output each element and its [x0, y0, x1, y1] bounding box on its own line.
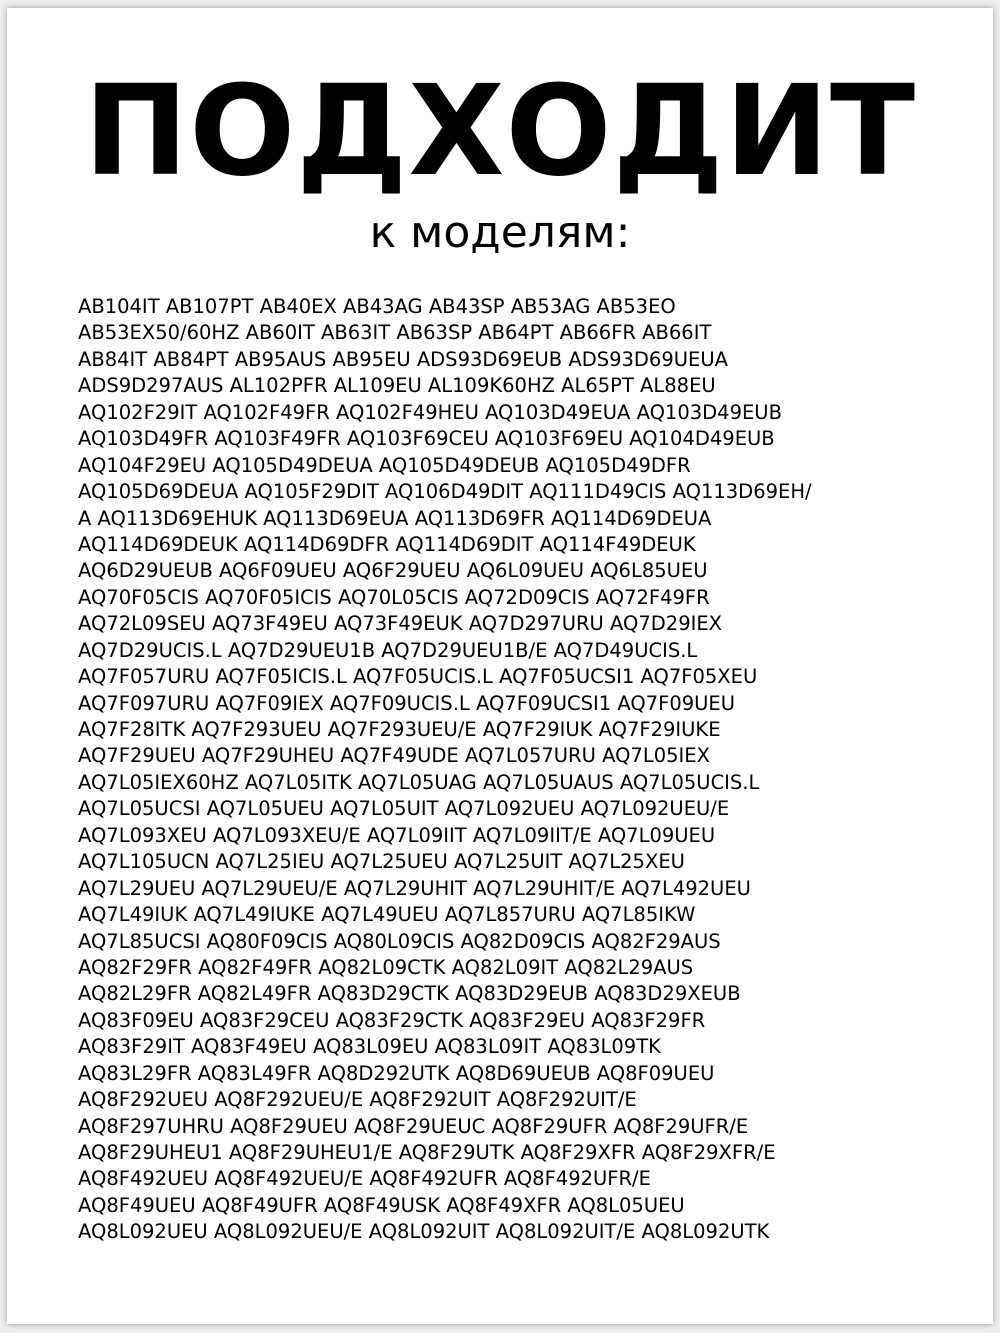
- model-list-line: AQ7L05UCSI AQ7L05UEU AQ7L05UIT AQ7L092UEU AQ7L092UEU/E: [78, 797, 730, 821]
- model-list-line: AQ7L29UEU AQ7L29UEU/E AQ7L29UHIT AQ7L29UHIT/E AQ7L492UEU: [78, 876, 751, 900]
- model-list-line: AQ8L092UEU AQ8L092UEU/E AQ8L092UIT AQ8L092UIT/E AQ8L092UTK: [78, 1220, 770, 1244]
- model-list-line: AQ7F29UEU AQ7F29UHEU AQ7F49UDE AQ7L057URU AQ7L05IEX: [78, 744, 710, 768]
- model-list-line: AQ104F29EU AQ105D49DEUA AQ105D49DEUB AQ105D49DFR: [78, 453, 691, 477]
- model-list-line: AQ105D69DEUA AQ105F29DIT AQ106D49DIT AQ111D49CIS AQ113D69EH/: [78, 480, 812, 504]
- model-list-line: AQ8F29UHEU1 AQ8F29UHEU1/E AQ8F29UTK AQ8F29XFR AQ8F29XFR/E: [78, 1141, 776, 1164]
- model-list-line: AQ103D49FR AQ103F49FR AQ103F69CEU AQ103F69EU AQ104D49EUB: [78, 427, 775, 451]
- model-list-line: AQ72L09SEU AQ73F49EU AQ73F49EUK AQ7D297URU AQ7D29IEX: [78, 612, 723, 636]
- model-list-line: AB53EX50/60HZ AB60IT AB63IT AB63SP AB64PT AB66FR AB66IT: [78, 321, 712, 345]
- model-list-line: AQ8F492UEU AQ8F492UEU/E AQ8F492UFR AQ8F492UFR/E: [78, 1167, 651, 1191]
- model-list-line: A AQ113D69EHUK AQ113D69EUA AQ113D69FR AQ114D69DEUA: [78, 506, 712, 530]
- model-list-line: AQ7F057URU AQ7F05ICIS.L AQ7F05UCIS.L AQ7F05UCSI1 AQ7F05XEU: [78, 665, 758, 689]
- model-list-line: ADS9D297AUS AL102PFR AL109EU AL109K60HZ AL65PT AL88EU: [78, 374, 716, 398]
- model-list-line: AQ8F297UHRU AQ8F29UEU AQ8F29UEUC AQ8F29UFR AQ8F29UFR/E: [78, 1114, 749, 1138]
- model-list-line: AQ83L29FR AQ83L49FR AQ8D292UTK AQ8D69UEUB AQ8F09UEU: [78, 1061, 715, 1085]
- model-list-line: AQ83F29IT AQ83F49EU AQ83L09EU AQ83L09IT AQ83L09TK: [78, 1035, 661, 1059]
- model-list-line: AQ7L85UCSI AQ80F09CIS AQ80L09CIS AQ82D09CIS AQ82F29AUS: [78, 929, 721, 953]
- model-list-line: AQ7L05IEX60HZ AQ7L05ITK AQ7L05UAG AQ7L05UAUS AQ7L05UCIS.L: [78, 770, 760, 794]
- page-title: ПОДХОДИТ: [83, 59, 917, 204]
- model-list-line: AQ8F49UEU AQ8F49UFR AQ8F49USK AQ8F49XFR AQ8L05UEU: [78, 1193, 685, 1217]
- model-list-line: AQ114D69DEUK AQ114D69DFR AQ114D69DIT AQ114F49DEUK: [78, 532, 696, 556]
- model-list-line: AQ82F29FR AQ82F49FR AQ82L09CTK AQ82L09IT AQ82L29AUS: [78, 955, 694, 979]
- model-list-line: AB104IT AB107PT AB40EX AB43AG AB43SP AB53AG AB53EO: [78, 295, 676, 318]
- model-list-line: AQ83F09EU AQ83F29CEU AQ83F29CTK AQ83F29EU AQ83F29FR: [78, 1008, 706, 1032]
- model-list-line: AQ7D29UCIS.L AQ7D29UEU1B AQ7D29UEU1B/E AQ7D49UCIS.L: [78, 638, 698, 662]
- model-list-line: AQ6D29UEUB AQ6F09UEU AQ6F29UEU AQ6L09UEU AQ6L85UEU: [78, 559, 708, 583]
- model-list-line: AQ8F292UEU AQ8F292UEU/E AQ8F292UIT AQ8F292UIT/E: [78, 1088, 637, 1112]
- compatible-models-list: [78, 294, 958, 1246]
- model-list-line: AQ7F097URU AQ7F09IEX AQ7F09UCIS.L AQ7F09UCSI1 AQ7F09UEU: [78, 691, 736, 715]
- model-list-line: AQ7F28ITK AQ7F293UEU AQ7F293UEU/E AQ7F29IUK AQ7F29IUKE: [78, 718, 721, 741]
- model-list-line: AQ7L49IUK AQ7L49IUKE AQ7L49UEU AQ7L857URU AQ7L85IKW: [78, 903, 696, 927]
- model-list-line: AQ70F05CIS AQ70F05ICIS AQ70L05CIS AQ72D09CIS AQ72F49FR: [78, 585, 710, 609]
- page-subtitle: к моделям:: [369, 207, 631, 258]
- model-list-line: AB84IT AB84PT AB95AUS AB95EU ADS93D69EUB ADS93D69UEUA: [78, 347, 728, 371]
- model-list-line: AQ7L105UCN AQ7L25IEU AQ7L25UEU AQ7L25UIT AQ7L25XEU: [78, 850, 685, 874]
- model-list-line: AQ82L29FR AQ82L49FR AQ83D29CTK AQ83D29EUB AQ83D29XEUB: [78, 982, 741, 1006]
- model-list-line: AQ7L093XEU AQ7L093XEU/E AQ7L09IIT AQ7L09IIT/E AQ7L09UEU: [78, 823, 716, 847]
- model-list-line: AQ102F29IT AQ102F49FR AQ102F49HEU AQ103D49EUA AQ103D49EUB: [78, 400, 782, 424]
